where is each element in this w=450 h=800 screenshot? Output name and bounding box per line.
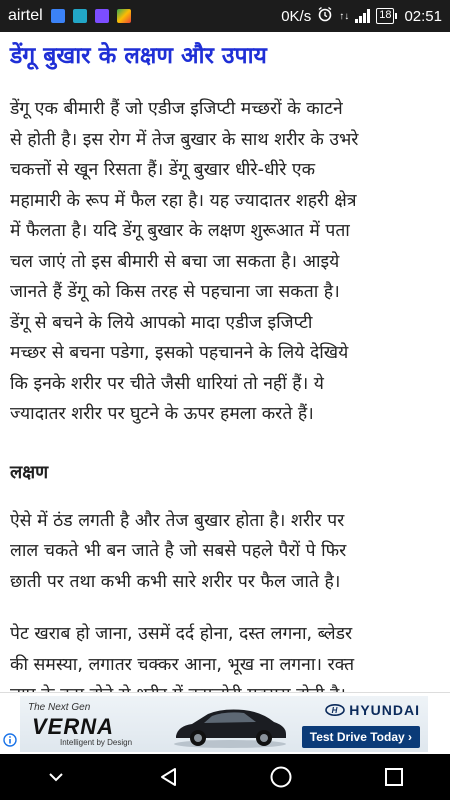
messages-icon <box>51 9 65 23</box>
network-speed: 0K/s <box>281 7 312 25</box>
text-line: की समस्या, लगातर चक्कर आना, भूख ना लगना। रक्त <box>10 654 355 675</box>
text-line: लाल चकते भी बन जाते है जो सबसे पहले पैरों पे फिर <box>10 541 347 561</box>
symptoms-paragraph-1 <box>10 506 440 598</box>
battery-icon <box>376 8 394 24</box>
play-store-icon <box>117 9 131 23</box>
intro-paragraph <box>10 94 440 430</box>
chevron-down-icon[interactable] <box>31 754 81 800</box>
ad-banner[interactable] <box>0 692 450 754</box>
status-bar <box>0 0 450 32</box>
section-heading-symptoms: लक्षण <box>10 461 49 483</box>
app-icon <box>95 9 109 23</box>
text-line: डेंगू एक बीमारी हैं जो एडीज इजिप्टी मच्छरों के काटने <box>10 99 343 119</box>
home-icon[interactable] <box>256 754 306 800</box>
text-line: जानते हैं डेंगू को किस तरह से पहचाना जा सकता है। <box>10 282 340 302</box>
text-line: डेंगू से बचने के लिये आपको मादा एडीज इजिप्टी <box>10 312 313 333</box>
status-left <box>8 7 131 25</box>
hyundai-logo-icon <box>325 704 345 716</box>
text-line: से होती है। इस रोग में तेज बुखार के साथ शरीर के उभरे <box>10 129 359 150</box>
text-line: ज्यादातर शरीर पर घुटने के ऊपर हमला करते हैं। <box>10 404 314 424</box>
recents-icon[interactable] <box>369 754 419 800</box>
ad-creative[interactable] <box>20 696 428 752</box>
text-line: में फैलता है। यदि डेंगू बुखार के लक्षण शुरूआत में पता <box>10 221 350 241</box>
image-icon <box>73 9 87 23</box>
battery-level: 18 <box>379 9 392 21</box>
ad-subline: Intelligent by Design <box>60 738 133 747</box>
ad-tagline: The Next Gen <box>28 702 91 713</box>
data-icon: ↑↓ <box>339 10 350 22</box>
ad-brand-name: HYUNDAI <box>349 702 420 718</box>
clock: 02:51 <box>404 7 442 25</box>
test-drive-button[interactable]: Test Drive Today › <box>302 726 420 748</box>
car-image <box>170 700 290 750</box>
ad-brand <box>325 702 420 718</box>
status-right <box>281 6 442 26</box>
text-line: चल जाएं तो इस बीमारी से बचा जा सकता है। आइये <box>10 251 340 272</box>
text-line: महामारी के रूप में फैल रहा है। यह ज्यादातर शहरी क्षेत्र <box>10 190 357 211</box>
text-line: पेट खराब हो जाना, उसमें दर्द होना, दस्त लगना, ब्लेडर <box>10 624 353 644</box>
ad-model-name: VERNA <box>32 714 115 739</box>
navigation-bar <box>0 754 450 800</box>
signal-icon <box>355 9 370 23</box>
back-icon[interactable] <box>144 754 194 800</box>
text-line: कि इनके शरीर पर चीते जैसी धारियां तो नहीं हैं। ये <box>10 373 324 394</box>
text-line: मच्छर से बचना पडेगा, इसको पहचानने के लिये देखिये <box>10 343 349 363</box>
text-line: ऐसे में ठंड लगती है और तेज बुखार होता है। शरीर पर <box>10 510 345 531</box>
carrier-name: airtel <box>8 7 43 24</box>
alarm-icon <box>317 6 333 26</box>
text-line: चकत्तों से खून रिसता हैं। डेंगू बुखार धीरे-धीरे एक <box>10 160 316 180</box>
text-line: छाती पर तथा कभी कभी सारे शरीर पर फैल जाते है। <box>10 571 341 592</box>
svg-text:H: H <box>331 706 339 715</box>
ad-choices-icon[interactable] <box>0 729 20 751</box>
article-content[interactable] <box>0 32 450 692</box>
page-title: डेंगू बुखार के लक्षण और उपाय <box>10 43 267 69</box>
